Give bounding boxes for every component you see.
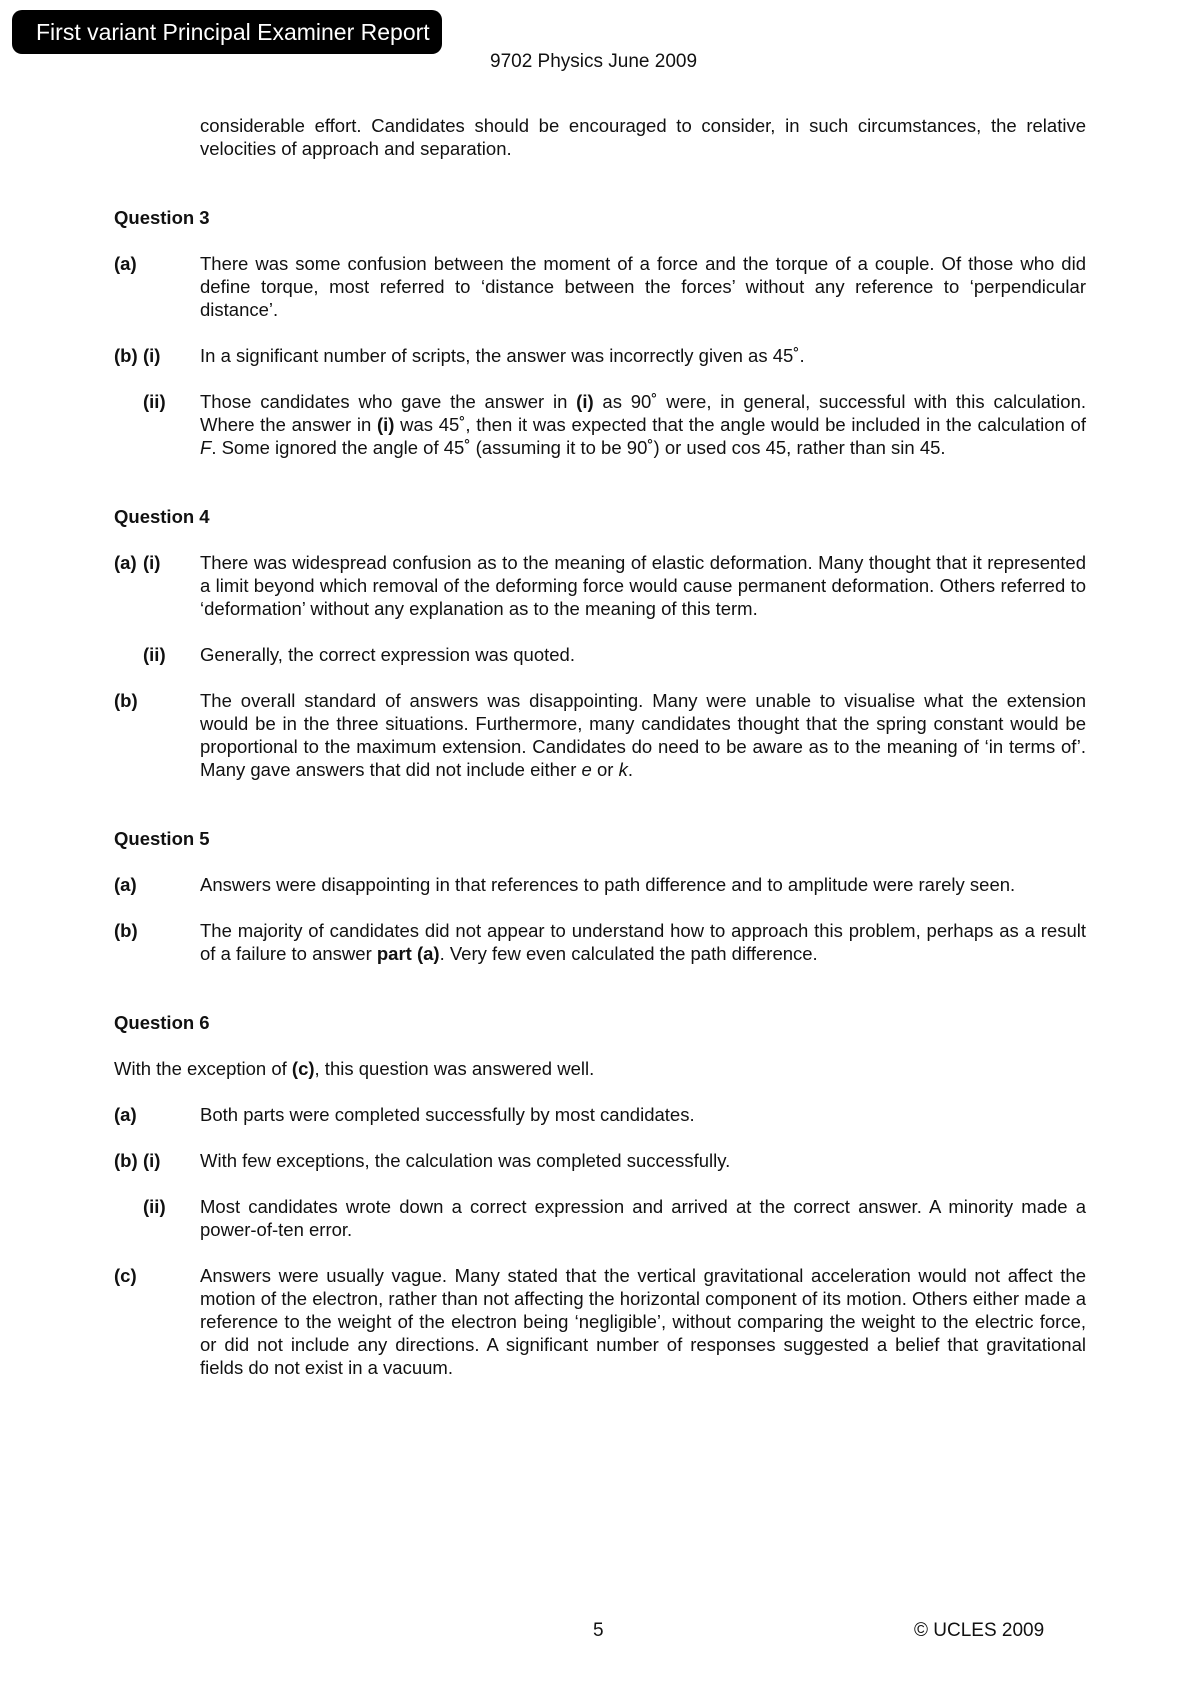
question-4-heading: Question 4 — [114, 506, 210, 527]
question-5-heading: Question 5 — [114, 828, 210, 849]
q5-part-b — [114, 919, 1086, 965]
q6-c-text: Answers were usually vague. Many stated that the vertical gravitational acceleration would not affect the motion of the electron, rather than not affecting the horizontal component of its motion. Others either made a reference to the weight of the electron being ‘negligible’, without comparing the weight to the electric force, or did not include any directions. A significant number of responses suggested a belief that gravitational fields do not exist in a vacuum. — [200, 1265, 1086, 1378]
q4-b-label: (b) — [114, 690, 138, 711]
italic-symbol: F — [200, 437, 212, 458]
q3-b-label: (b) — [114, 345, 138, 366]
bold-ref: (i) — [576, 391, 594, 412]
q4-part-a-i — [114, 551, 1086, 620]
q3-part-b-ii — [114, 390, 1086, 459]
q3-b-i-text: In a significant number of scripts, the answer was incorrectly given as 45˚. — [200, 345, 805, 366]
q3-b-ii-label: (ii) — [143, 391, 166, 412]
text-run: or — [591, 759, 619, 780]
text-run: . — [627, 759, 633, 780]
text-run: Those candidates who gave the answer in — [200, 391, 577, 412]
q6-intro — [114, 1057, 1086, 1080]
text-run: With the exception of — [114, 1058, 292, 1079]
q6-b-label: (b) — [114, 1150, 138, 1171]
q5-a-text: Answers were disappointing in that references to path difference and to amplitude were rarely seen. — [200, 874, 1016, 895]
q6-part-a — [114, 1103, 1086, 1126]
q4-a-i-text: There was widespread confusion as to the meaning of elastic deformation. Many thought that it represented a limit beyond which removal of the deforming force would cause permanent deformation. Others referred to ‘deformation’ without any explanation as to the meaning of this term. — [200, 552, 1086, 619]
q6-part-c — [114, 1264, 1086, 1379]
q6-a-label: (a) — [114, 1104, 137, 1125]
copyright-notice: © UCLES 2009 — [914, 1620, 1045, 1641]
q4-b-text — [200, 689, 1086, 781]
italic-symbol: k — [618, 759, 628, 780]
q5-a-label: (a) — [114, 874, 137, 895]
q5-b-text — [200, 919, 1086, 965]
q4-part-a-ii — [114, 643, 1086, 666]
q6-c-label: (c) — [114, 1265, 137, 1286]
question-6-heading: Question 6 — [114, 1012, 210, 1033]
text-run: as 90˚ were, in general, successful with this calculation. Where the answer in — [200, 391, 1087, 435]
intro-paragraph — [114, 114, 1086, 160]
q6-b-i-label: (i) — [143, 1150, 161, 1171]
text-run: , this question was answered well. — [314, 1058, 595, 1079]
italic-symbol: e — [581, 759, 592, 780]
text-run: . Some ignored the angle of 45˚ (assuming it to be 90˚) or used cos 45, rather than sin 45. — [211, 437, 946, 458]
q5-part-a — [114, 873, 1086, 896]
q3-b-i-label: (i) — [143, 345, 161, 366]
report-subtitle: 9702 Physics June 2009 — [490, 51, 698, 72]
q3-a-label: (a) — [114, 253, 137, 274]
q3-part-a — [114, 252, 1086, 321]
q3-b-ii-text — [200, 390, 1086, 459]
bold-ref: part (a) — [376, 943, 440, 964]
text-run: The majority of candidates did not appear to understand how to approach this problem, perhaps as a result of a failure to answer — [200, 920, 1086, 964]
text-run: The overall standard of answers was disappointing. Many were unable to visualise what the extension would be in the three situations. Furthermore, many candidates thought that the spring constant would be proportional to the maximum extension. Candidates do need to be aware as to the meaning of ‘in terms of’. Many gave answers that did not include either — [200, 690, 1086, 780]
q6-b-ii-label: (ii) — [143, 1196, 166, 1217]
q6-part-b-i — [114, 1149, 1086, 1172]
bold-ref: (c) — [291, 1058, 315, 1079]
report-title-tab — [12, 10, 442, 54]
q6-part-b-ii — [114, 1195, 1086, 1241]
q6-a-text: Both parts were completed successfully by most candidates. — [200, 1104, 695, 1125]
q3-a-text: There was some confusion between the moment of a force and the torque of a couple. Of those who did define torque, most referred to ‘distance between the forces’ without any reference to ‘perpendicular distance’. — [200, 253, 1086, 320]
q4-a-ii-text: Generally, the correct expression was quoted. — [200, 644, 575, 665]
q6-b-ii-text: Most candidates wrote down a correct expression and arrived at the correct answer. A minority made a power-of-ten error. — [200, 1196, 1086, 1240]
q4-a-ii-label: (ii) — [143, 644, 166, 665]
q6-b-i-text: With few exceptions, the calculation was completed successfully. — [200, 1150, 731, 1171]
report-title: First variant Principal Examiner Report — [36, 19, 430, 45]
q4-a-label: (a) — [114, 552, 137, 573]
page-number: 5 — [593, 1620, 604, 1641]
intro-text: considerable effort. Candidates should be encouraged to consider, in such circumstances, the relative velocities of approach and separation. — [200, 115, 1086, 159]
q4-a-i-label: (i) — [143, 552, 161, 573]
text-run: was 45˚, then it was expected that the angle would be included in the calculation of — [394, 414, 1086, 435]
q3-part-b-i — [114, 344, 1086, 367]
q4-part-b — [114, 689, 1086, 781]
bold-ref: (i) — [376, 414, 395, 435]
q5-b-label: (b) — [114, 920, 138, 941]
question-3-heading: Question 3 — [114, 207, 210, 228]
page-body — [114, 114, 1086, 1402]
text-run: . Very few even calculated the path difference. — [439, 943, 818, 964]
